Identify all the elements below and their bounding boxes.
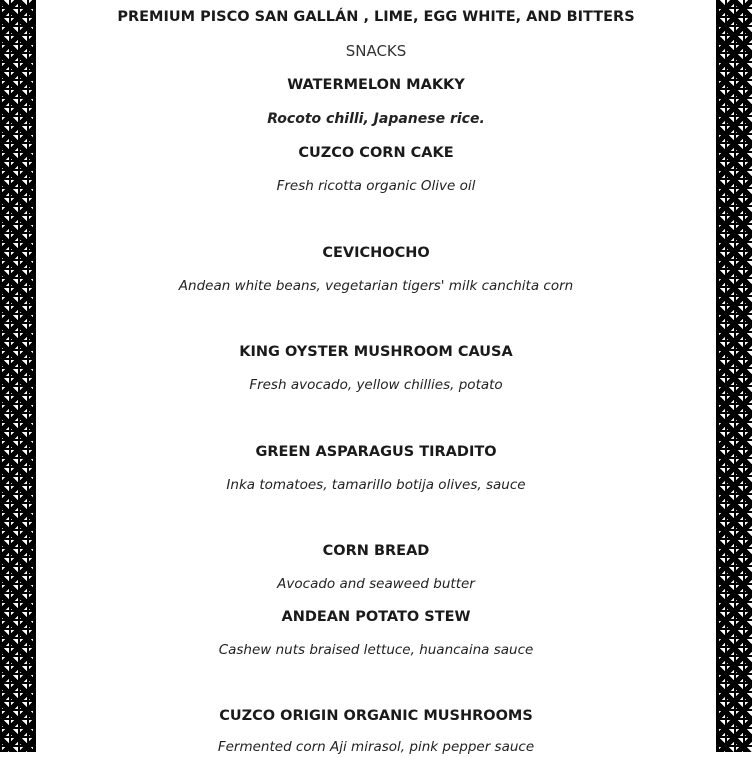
drink-description: PREMIUM PISCO SAN GALLÁN , LIME, EGG WHITE, AND BITTERS xyxy=(117,9,635,25)
menu-item-description: Fresh ricotta organic Olive oil xyxy=(276,178,476,194)
menu-item-name: CUZCO CORN CAKE xyxy=(298,145,454,161)
menu-item-description: Cashew nuts braised lettuce, huancaina sauce xyxy=(218,642,534,658)
menu-item-description: Avocado and seaweed butter xyxy=(277,576,475,592)
decorative-border-right xyxy=(716,0,752,752)
menu-item-name: CUZCO ORIGIN ORGANIC MUSHROOMS xyxy=(219,708,533,724)
menu-item-name: WATERMELON MAKKY xyxy=(287,77,465,93)
menu-item-name: GREEN ASPARAGUS TIRADITO xyxy=(255,444,497,460)
menu-item-description: Andean white beans, vegetarian tigers' milk canchita corn xyxy=(178,278,574,294)
decorative-border-left xyxy=(0,0,36,752)
menu-item-description: Fermented corn Aji mirasol, pink pepper sauce xyxy=(217,739,535,755)
menu-item-name: KING OYSTER MUSHROOM CAUSA xyxy=(239,344,513,360)
menu-item-description: Fresh avocado, yellow chillies, potato xyxy=(249,377,503,393)
menu-item-description: Inka tomatoes, tamarillo botija olives, sauce xyxy=(226,477,526,493)
menu-item-description: Rocoto chilli, Japanese rice. xyxy=(267,111,485,127)
menu-item-name: CORN BREAD xyxy=(322,543,430,559)
menu-item-name: CEVICHOCHO xyxy=(322,245,430,261)
section-title: SNACKS xyxy=(345,42,407,60)
menu-page xyxy=(36,0,716,755)
menu-item-name: ANDEAN POTATO STEW xyxy=(281,609,471,625)
